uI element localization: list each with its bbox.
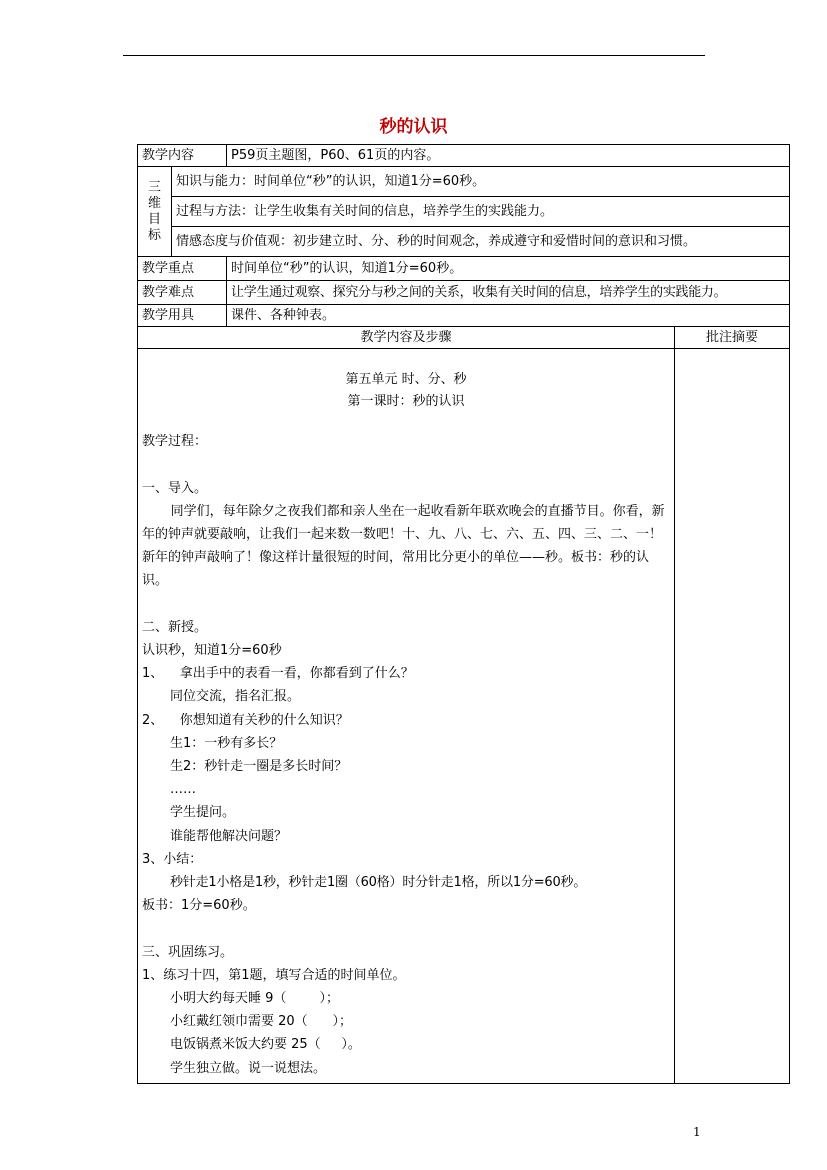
section-intro-paragraph: 同学们，每年除夕之夜我们都和亲人坐在一起收看新年联欢晚会的直播节目。你看，新年的钟声就要敲响，让我们一起来数一数吧！十、九、八、七、六、五、四、三、二、一！新年的钟声敲响了！像这样计量很短的时间，常用比分更小的单位——秒。板书：秒的认识。: [142, 503, 665, 589]
steps-header: 教学内容及步骤: [138, 327, 675, 349]
practice-blank-a: 小明大约每天睡 9（ ）；: [170, 991, 339, 1007]
section-new-heading: 二、新授。: [142, 619, 208, 635]
row-difficulty: [138, 281, 790, 305]
steps-content: [138, 349, 675, 1084]
key-point-label: 教学重点: [138, 257, 227, 281]
unit-title: 第五单元 时、分、秒: [345, 372, 467, 387]
row-key-point: [138, 257, 790, 281]
new-item-3: 3、小结：: [142, 851, 203, 867]
row-teaching-content: [138, 145, 790, 167]
row-body: [138, 349, 790, 1084]
tools-label: 教学用具: [138, 305, 227, 327]
practice-blank-c: 电饭锅煮米饭大约要 25（ ）。: [170, 1037, 361, 1053]
new-item-2-ellipsis: ……: [170, 782, 196, 798]
section-intro-heading: 一、导入。: [142, 480, 208, 496]
page-title: 秒的认识: [379, 117, 448, 137]
new-item-1-answer: 同位交流，指名汇报。: [170, 689, 301, 705]
section-practice-heading: 三、巩固练习。: [142, 944, 234, 960]
new-item-2-student-2: 生2：秒针走一圈是多长时间？: [170, 759, 348, 774]
row-goal-process: [138, 197, 790, 227]
new-item-2: 2、 你想知道有关秒的什么知识？: [142, 712, 349, 728]
row-goal-attitude: [138, 227, 790, 257]
new-item-2-student-1: 生1：一秒有多长？: [170, 735, 283, 751]
page-number: 1: [693, 1125, 701, 1139]
summary-paragraph: 秒针走1小格是1秒，秒针走1圈（60格）时分针走1格，所以1分=60秒。: [170, 875, 587, 891]
lesson-plan-table: [137, 144, 790, 1084]
tools-value: 课件、各种钟表。: [227, 305, 790, 327]
row-column-headers: [138, 327, 790, 349]
practice-item-1: 1、练习十四，第1题，填写合适的时间单位。: [142, 967, 406, 983]
goal-process: 过程与方法：让学生收集有关时间的信息，培养学生的实践能力。: [172, 197, 790, 227]
practice-blank-b: 小红戴红领巾需要 20（ ）；: [170, 1014, 352, 1030]
notes-content: [675, 349, 790, 1084]
teaching-content-label: 教学内容: [138, 145, 227, 167]
practice-note: 学生独立做。说一说想法。: [170, 1060, 327, 1076]
lesson-title: 第一课时：秒的认识: [347, 394, 465, 409]
key-point-value: 时间单位“秒”的认识，知道1分=60秒。: [227, 257, 790, 281]
process-label: 教学过程：: [142, 434, 208, 450]
row-goal-knowledge: [138, 167, 790, 197]
section-new-subheading: 认识秒，知道1分=60秒: [142, 642, 282, 658]
summary-board: 板书：1分=60秒。: [142, 898, 256, 914]
header-rule: [123, 55, 705, 56]
new-item-1: 1、 拿出手中的表看一看，你都看到了什么？: [142, 666, 414, 682]
teaching-content-value: P59页主题图，P60、61页的内容。: [227, 145, 790, 167]
new-item-2-ask: 学生提问。: [170, 805, 236, 821]
difficulty-value: 让学生通过观察、探究分与秒之间的关系，收集有关时间的信息，培养学生的实践能力。: [227, 281, 790, 305]
new-item-2-help: 谁能帮他解决问题？: [170, 828, 288, 844]
goal-attitude: 情感态度与价值观：初步建立时、分、秒的时间观念，养成遵守和爱惜时间的意识和习惯。: [172, 227, 790, 257]
goal-knowledge: 知识与能力：时间单位“秒”的认识，知道1分=60秒。: [172, 167, 790, 197]
row-tools: [138, 305, 790, 327]
three-dimension-label: 三 维 目 标: [138, 167, 172, 257]
notes-header: 批注摘要: [675, 327, 790, 349]
difficulty-label: 教学难点: [138, 281, 227, 305]
